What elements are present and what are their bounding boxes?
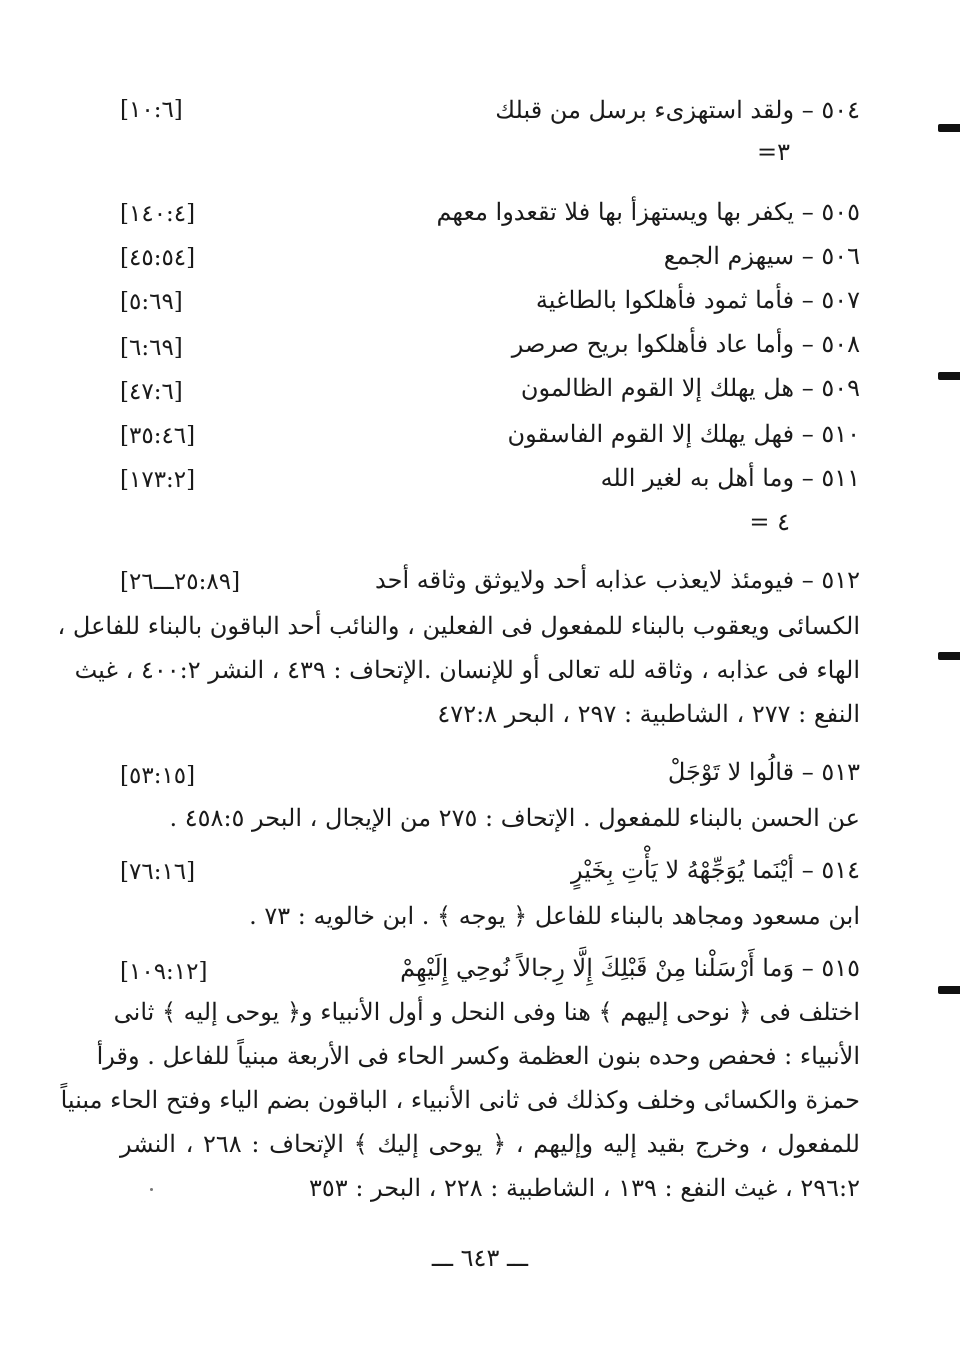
entry-507-reference: [٥:٦٩]: [120, 289, 183, 315]
entry-number: ٥٠٧: [821, 286, 860, 314]
note-515-line-4: للمفعول ، وخرج بقيد إليه وإليهم ، ﴿ يوحى إليك ﴾ الإتحاف : ٢٦٨ ، النشر: [120, 1130, 860, 1158]
scan-edge-mark: [938, 986, 960, 994]
entry-text: أيْنَما يُوَجِّهْهُ لا يَأْتِ بِخَيْرٍ: [570, 856, 795, 884]
marker-text: ٣=: [757, 138, 790, 166]
entry-text: يكفر بها ويستهزأ بها فلا تقعدوا معهم: [436, 198, 795, 226]
entry-text: ولقد استهزىء برسل من قبلك: [495, 96, 795, 124]
entry-text: قالُوا لا تَوْجَلْ: [667, 758, 795, 786]
entry-number: ٥١٤: [821, 856, 860, 884]
entry-509: ٥٠٩ – هل يهلك إلا القوم الظالمون: [520, 374, 860, 402]
entry-508: ٥٠٨ – وأما عاد فأهلكوا بريح صرصر: [511, 330, 860, 358]
entry-text: وما أهل به لغير الله: [600, 464, 795, 492]
entry-511: ٥١١ – وما أهل به لغير الله: [600, 464, 860, 492]
entry-number: ٥٠٦: [821, 242, 860, 270]
marker-text: ٤ =: [749, 508, 790, 536]
entry-number: ٥٠٩: [821, 374, 860, 402]
entry-507: ٥٠٧ – فأما ثمود فأهلكوا بالطاغية: [535, 286, 860, 314]
entry-512: ٥١٢ – فيومئذ لايعذب عذابه أحد ولايوثق وثاقه أحد: [375, 566, 860, 594]
note-515-line-3: حمزة والكسائى وخلف وكذلك فى ثانى الأنبياء ، الباقون بضم الياء وفتح الحاء مبنياً: [60, 1086, 860, 1114]
entry-511-reference: [١٧٣:٢]: [120, 467, 196, 493]
note-515-line-5: ٢٩٦:٢ ، غيث النفع : ١٣٩ ، الشاطبية : ٢٢٨ ، البحر : ٣٥٣: [309, 1174, 860, 1202]
scan-edge-mark: [938, 652, 960, 660]
entry-504: ٥٠٤ – ولقد استهزىء برسل من قبلك: [495, 96, 860, 124]
entry-text: فيومئذ لايعذب عذابه أحد ولايوثق وثاقه أحد: [375, 566, 795, 594]
entry-number: ٥١٠: [821, 420, 860, 448]
note-512-line-1: الكسائى ويعقوب بالبناء للمفعول فى الفعلين ، والنائب أحد الباقون بالبناء للفاعل ،: [57, 612, 860, 640]
entry-514: ٥١٤ – أيْنَما يُوَجِّهْهُ لا يَأْتِ بِخَيْرٍ: [570, 856, 860, 884]
entry-number: ٥١٥: [821, 954, 860, 982]
entry-508-reference: [٦:٦٩]: [120, 335, 183, 361]
entry-510: ٥١٠ – فهل يهلك إلا القوم الفاسقون: [507, 420, 860, 448]
note-514-line-1: ابن مسعود ومجاهد بالبناء للفاعل ﴿ يوجه ﴾ . ابن خالويه : ٧٣ .: [249, 902, 860, 930]
entry-506-reference: [٤٥:٥٤]: [120, 245, 196, 271]
entry-506: ٥٠٦ – سيهزم الجمع: [663, 242, 860, 270]
entry-505-reference: [١٤٠:٤]: [120, 201, 196, 227]
note-515-line-2: الأنبياء : فحفص وحده بنون العظمة وكسر الحاء فى الأربعة مبنياً للفاعل . وقرأ: [96, 1042, 860, 1070]
entry-515-reference: [١٠٩:١٢]: [120, 959, 208, 985]
entry-number: ٥١٣: [821, 758, 860, 786]
note-512-line-3: النفع : ٢٧٧ ، الشاطبية : ٢٩٧ ، البحر ٤٧٢:٨: [437, 700, 860, 728]
scan-edge-mark: [938, 124, 960, 132]
entry-number: ٥٠٤: [821, 96, 860, 124]
entry-text: فهل يهلك إلا القوم الفاسقون: [507, 420, 795, 448]
entry-number: ٥١٢: [821, 566, 860, 594]
entry-number: ٥٠٥: [821, 198, 860, 226]
entry-513-reference: [٥٣:١٥]: [120, 763, 196, 789]
entry-505: ٥٠٥ – يكفر بها ويستهزأ بها فلا تقعدوا معهم: [436, 198, 860, 226]
entry-514-reference: [٧٦:١٦]: [120, 859, 196, 885]
entry-text: هل يهلك إلا القوم الظالمون: [520, 374, 795, 402]
entry-512-reference: [٢٥:٨٩ـــ٢٦]: [120, 569, 241, 595]
note-512-line-2: الهاء فى عذابه ، وثاقه لله تعالى أو للإنسان .الإتحاف : ٤٣٩ ، النشر ٤٠٠:٢ ، غيث: [74, 656, 860, 684]
entry-number: ٥١١: [821, 464, 860, 492]
scan-speck: [150, 1188, 153, 1191]
entry-text: وأما عاد فأهلكوا بريح صرصر: [511, 330, 795, 358]
entry-text: وَما أَرْسَلْنا مِنْ قَبْلِكَ إِلَّا رِجالاً نُوحِي إِلَيْهِمْ: [400, 954, 795, 982]
entry-510-reference: [٣٥:٤٦]: [120, 423, 196, 449]
entry-513: ٥١٣ – قالُوا لا تَوْجَلْ: [667, 758, 860, 786]
group-marker-4: [120, 504, 860, 540]
note-515-line-1: اختلف فى ﴿ نوحى إليهم ﴾ هنا وفى النحل و أول الأنبياء و﴿ يوحى إليه ﴾ ثانى: [113, 998, 860, 1026]
entry-number: ٥٠٨: [821, 330, 860, 358]
entry-515: ٥١٥ – وَما أَرْسَلْنا مِنْ قَبْلِكَ إِلَّا رِجالاً نُوحِي إِلَيْهِمْ: [400, 954, 860, 982]
entry-text: سيهزم الجمع: [663, 242, 795, 270]
note-513-line-1: عن الحسن بالبناء للمفعول . الإتحاف : ٢٧٥ من الإيجال ، البحر ٤٥٨:٥ .: [169, 804, 860, 832]
entry-509-reference: [٤٧:٦]: [120, 379, 183, 405]
group-marker-3: [120, 134, 860, 170]
entry-504-reference: [١٠:٦]: [120, 97, 183, 123]
scan-edge-mark: [938, 372, 960, 380]
entry-text: فأما ثمود فأهلكوا بالطاغية: [535, 286, 795, 314]
page-number: ـــ ٦٤٣ ـــ: [431, 1244, 529, 1272]
